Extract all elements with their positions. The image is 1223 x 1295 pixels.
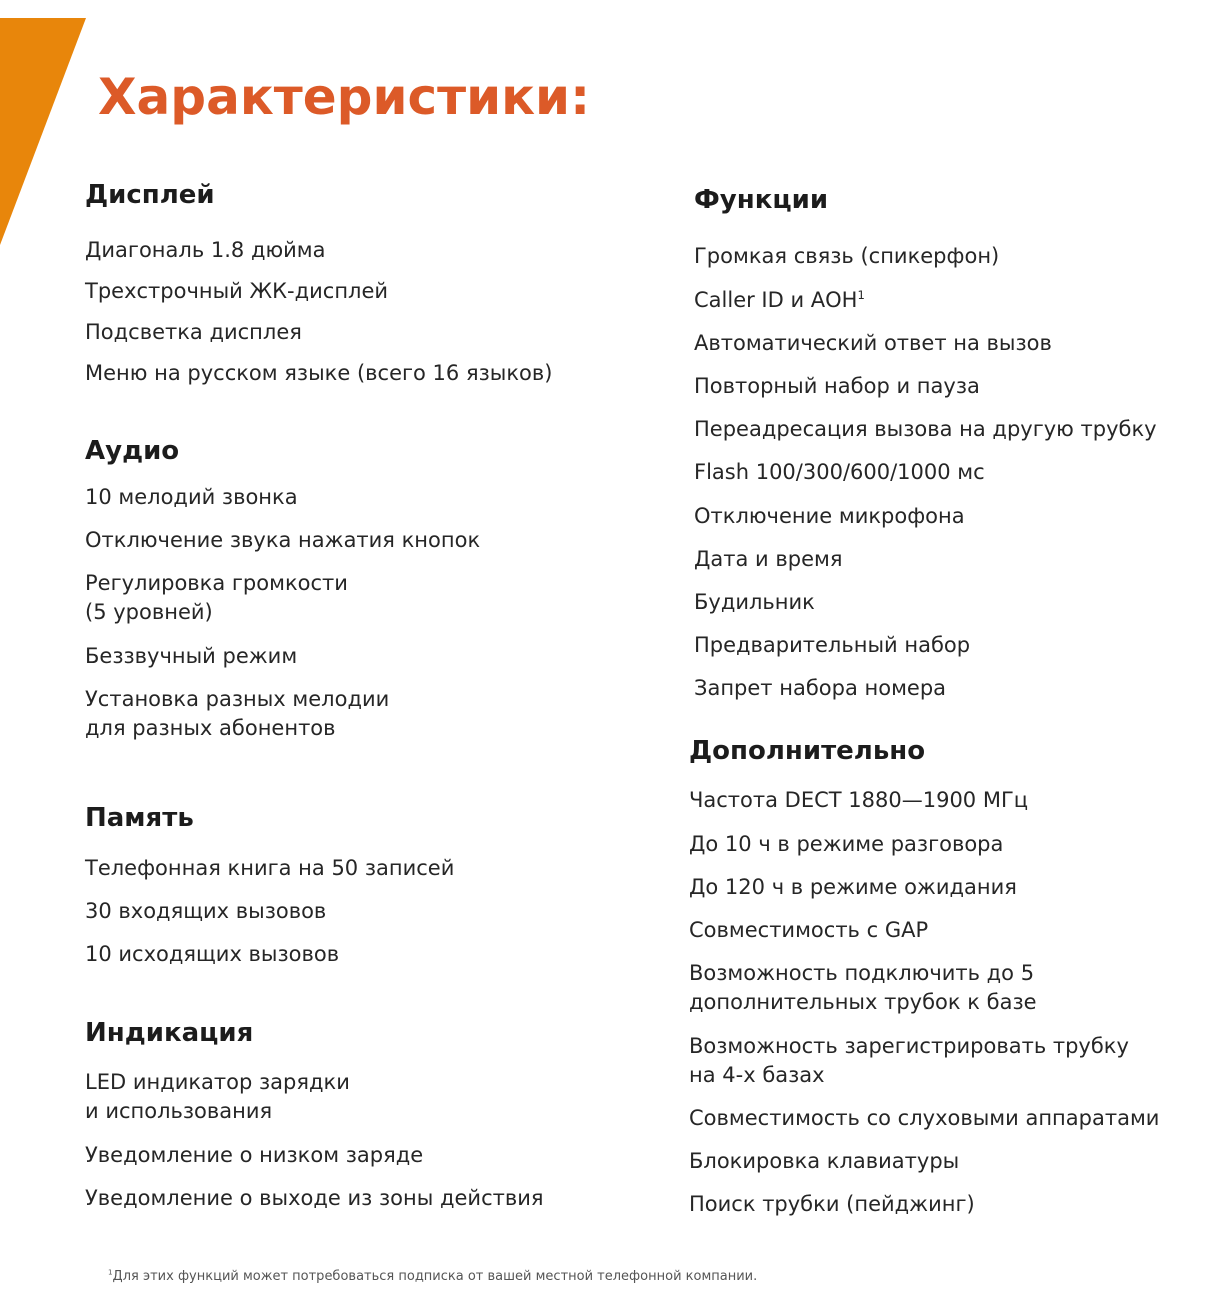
- spec-item-caller-id: [694, 286, 865, 315]
- footnote-text: Для этих функций может потребоваться подписка от вашей местной телефонной компании.: [112, 1269, 758, 1284]
- spec-item: 10 исходящих вызовов: [85, 942, 340, 966]
- spec-item: Трехстрочный ЖК-дисплей: [85, 279, 389, 303]
- spec-item: Уведомление о выходе из зоны действия: [85, 1186, 544, 1210]
- page-title: Характеристики:: [98, 68, 591, 126]
- spec-item: Будильник: [694, 590, 815, 614]
- spec-item: Диагональ 1.8 дюйма: [85, 238, 326, 262]
- spec-item: Громкая связь (спикерфон): [694, 244, 1000, 268]
- spec-item: Отключение звука нажатия кнопок: [85, 528, 481, 552]
- spec-item: и использования: [85, 1099, 273, 1123]
- spec-item: Беззвучный режим: [85, 644, 298, 668]
- spec-item: Дата и время: [694, 547, 843, 571]
- section-title-memory: Память: [85, 803, 194, 833]
- spec-item: 10 мелодий звонка: [85, 485, 298, 509]
- spec-item: Предварительный набор: [694, 633, 971, 657]
- section-title-additional: Дополнительно: [689, 736, 926, 766]
- spec-item: Отключение микрофона: [694, 504, 965, 528]
- spec-item: Автоматический ответ на вызов: [694, 331, 1052, 355]
- footnote-number: 1: [108, 1267, 113, 1277]
- spec-item: Возможность подключить до 5: [689, 961, 1035, 985]
- spec-item: на 4-х базах: [689, 1063, 825, 1087]
- spec-item: До 120 ч в режиме ожидания: [689, 875, 1017, 899]
- spec-item: Уведомление о низком заряде: [85, 1143, 424, 1167]
- spec-item: Регулировка громкости: [85, 571, 348, 595]
- spec-item: дополнительных трубок к базе: [689, 990, 1037, 1014]
- spec-item: Блокировка клавиатуры: [689, 1149, 960, 1173]
- spec-item: Возможность зарегистрировать трубку: [689, 1034, 1129, 1058]
- orange-accent-shape: [0, 0, 90, 250]
- spec-item: Телефонная книга на 50 записей: [85, 856, 455, 880]
- spec-item: Совместимость с GAP: [689, 918, 929, 942]
- spec-item: Совместимость со слуховыми аппаратами: [689, 1106, 1160, 1130]
- spec-item: Частота DECT 1880—1900 МГц: [689, 788, 1029, 812]
- spec-item: 30 входящих вызовов: [85, 899, 327, 923]
- spec-item: Запрет набора номера: [694, 676, 947, 700]
- footnote: [108, 1268, 757, 1286]
- section-title-indication: Индикация: [85, 1018, 254, 1048]
- section-title-audio: Аудио: [85, 436, 180, 466]
- spec-item: для разных абонентов: [85, 716, 336, 740]
- spec-item: До 10 ч в режиме разговора: [689, 832, 1004, 856]
- spec-item: Flash 100/300/600/1000 мс: [694, 460, 985, 484]
- section-title-display: Дисплей: [85, 180, 215, 210]
- spec-item: Переадресация вызова на другую трубку: [694, 417, 1157, 441]
- spec-item: Поиск трубки (пейджинг): [689, 1192, 975, 1216]
- spec-item: Меню на русском языке (всего 16 языков): [85, 361, 553, 385]
- spec-item: Установка разных мелодии: [85, 687, 390, 711]
- spec-item: (5 уровней): [85, 600, 213, 624]
- spec-item: Повторный набор и пауза: [694, 374, 980, 398]
- footnote-marker: 1: [857, 288, 865, 302]
- spec-item-text: Caller ID и АОН: [694, 288, 858, 312]
- spec-item: LED индикатор зарядки: [85, 1070, 350, 1094]
- spec-item: Подсветка дисплея: [85, 320, 302, 344]
- section-title-functions: Функции: [694, 185, 829, 215]
